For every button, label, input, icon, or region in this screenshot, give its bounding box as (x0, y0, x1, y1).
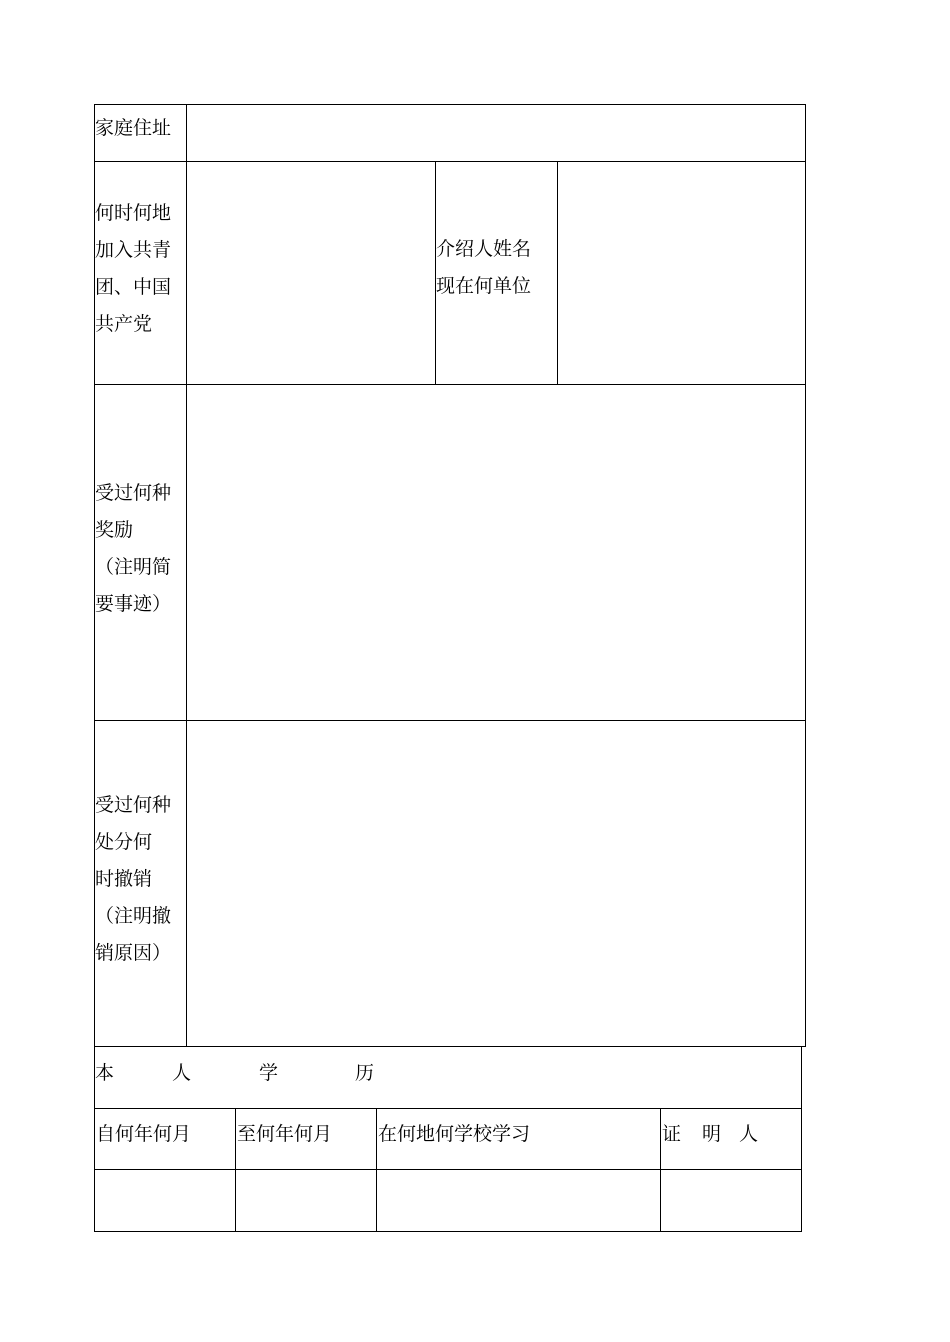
row-divider (94, 1046, 806, 1047)
awards-field[interactable] (188, 386, 804, 719)
column-divider (660, 1108, 661, 1232)
punishment-label: 受过何种 处分何 时撤销 （注明撤 销原因） (95, 794, 172, 964)
row-divider (94, 161, 806, 162)
col-header-from: 自何年何月 (96, 1123, 192, 1145)
education-from-field[interactable] (96, 1171, 234, 1230)
education-border-right (801, 1046, 802, 1232)
column-divider (235, 1108, 236, 1232)
address-field[interactable] (188, 106, 804, 160)
table-border-bottom (94, 1231, 802, 1232)
join-field[interactable] (188, 163, 434, 383)
table-border-top (94, 104, 806, 105)
label-column-divider (186, 104, 187, 1047)
row-divider (94, 1108, 802, 1109)
education-witness-field[interactable] (662, 1171, 800, 1230)
address-label: 家庭住址 (95, 117, 172, 139)
row-divider (94, 1169, 802, 1170)
education-to-field[interactable] (237, 1171, 375, 1230)
column-divider (557, 161, 558, 385)
education-school-field[interactable] (378, 1171, 659, 1230)
table-border-right (805, 104, 806, 1047)
col-header-school: 在何地何学校学习 (378, 1123, 531, 1145)
row-divider (94, 720, 806, 721)
column-divider (376, 1108, 377, 1232)
awards-label: 受过何种 奖励 （注明简 要事迹） (95, 482, 172, 615)
introducer-field[interactable] (559, 163, 804, 383)
row-divider (94, 384, 806, 385)
col-header-to: 至何年何月 (237, 1123, 333, 1145)
join-label: 何时何地 加入共青 团、中国 共产党 (95, 202, 172, 335)
punishment-field[interactable] (188, 722, 804, 1045)
introducer-label: 介绍人姓名 现在何单位 (436, 238, 532, 297)
